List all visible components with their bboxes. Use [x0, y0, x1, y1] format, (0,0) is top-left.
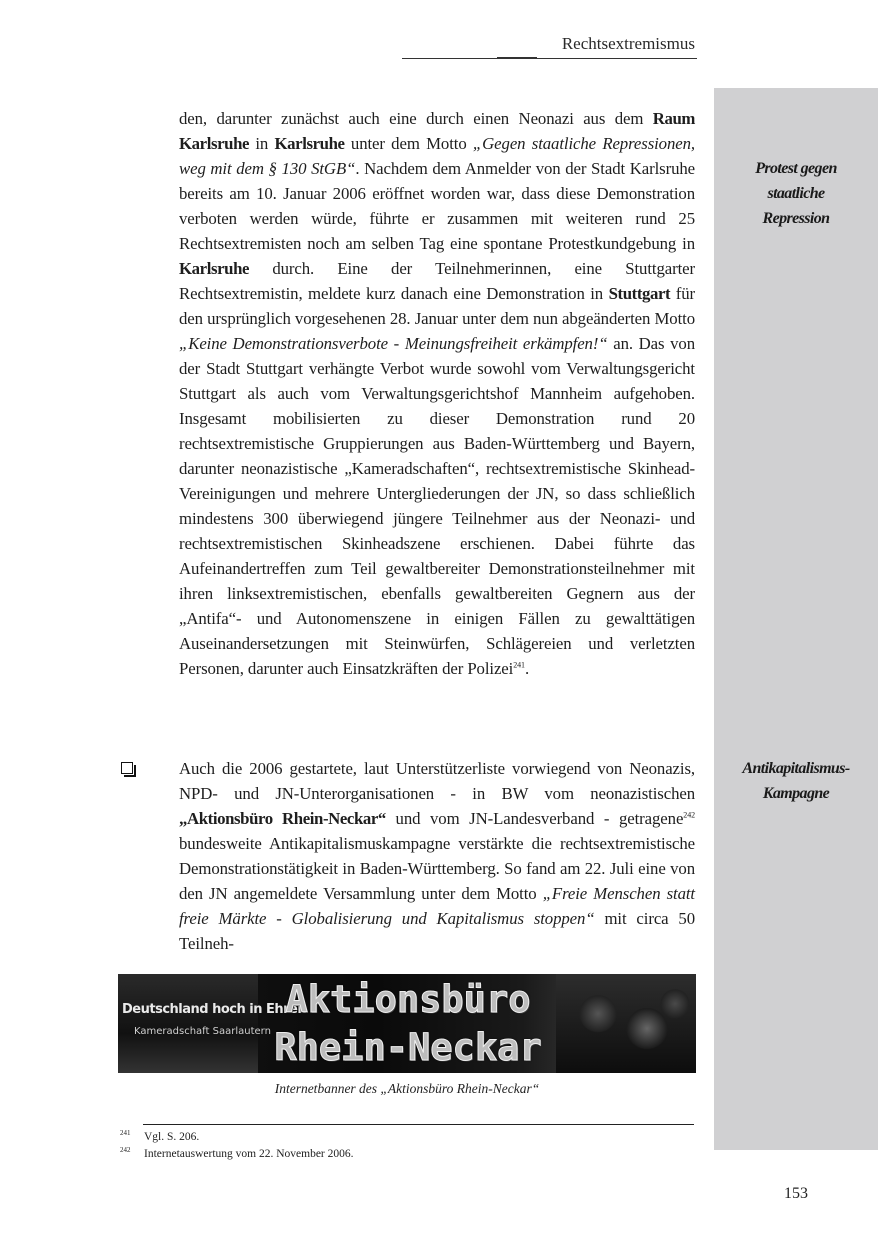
banner-slogan: Deutschland hoch in Ehren: [122, 1002, 307, 1017]
page-number: 153: [784, 1185, 808, 1202]
text-run: an. Das von der Stadt Stuttgart verhängte Verbot wurde sowohl vom Verwaltungsgericht Stuttgart als auch vom Verwaltungsgerichtshof Mannheim aufgehoben. Insgesamt mobilisierten zu dieser Demonstration rund 20 rechtsextremistische Gruppierungen aus Baden-Württemberg und Bayern, darunter neonazistische „Kameradschaften“, rechtsextremistische Skinhead-Vereinigungen und mehrere Untergliederungen der JN, so dass schließlich mindestens 300 überwiegend jüngere Teilnehmer aus der Neonazi- und rechtsextremistischen Skinheadszene erschienen. Dabei führte das Aufeinandertreffen zum Teil gewaltbereiter Demonstrationsteilnehmer mit ihren linksextremistischen, ebenfalls gewaltbereiten Gegnern aus der „Antifa“- und Autonomenszene in einigen Fällen zu gewalttätigen Auseinandersetzungen mit Steinwürfen, Schlägereien und verletzten Personen, darunter auch Einsatzkräften der Polizei: [179, 334, 695, 678]
internet-banner-image: [118, 974, 696, 1073]
text-run: . Nachdem dem Anmelder von der Stadt Karlsruhe bereits am 10. Januar 2006 eröffnet worden war, dass diese Demonstration verboten werden würde, führte er zusammen mit weiteren rund 25 Rechtsextremisten noch am selben Tag eine spontane Protestkundgebung in: [179, 159, 695, 253]
paragraph-antikapitalismus: [179, 756, 695, 956]
motto-quote: „Keine Demonstrationsverbote - Meinungsfreiheit erkämpfen!“: [179, 334, 608, 353]
text-run: und vom JN-Landesverband - getragene: [385, 809, 684, 828]
text-run: bundesweite Antikapitalismuskampagne verstärkte die rechtsextremistische Demonstrationstätigkeit in Baden-Württemberg. So fand am 22. Juli eine von den JN angemeldete Versammlung unter dem Motto: [179, 834, 695, 903]
banner-left-panel: [118, 974, 258, 1073]
motto-quote: „Freie Menschen statt freie Märkte - Globalisierung und Kapitalismus stoppen“: [179, 884, 695, 928]
text-run: in: [249, 134, 275, 153]
keyword: Stuttgart: [608, 284, 671, 303]
checkbox-bullet-icon: [121, 762, 133, 774]
banner-title-line2: Rhein-Neckar: [274, 1026, 542, 1069]
footnote-number: 242: [120, 1146, 131, 1154]
keyword: Raum Karlsruhe: [179, 109, 695, 153]
footnote-text: Internetauswertung vom 22. November 2006.: [144, 1148, 354, 1160]
margin-note-antikapitalismus: Antikapitalismus-Kampagne: [742, 760, 850, 802]
footnote-rule: [143, 1124, 694, 1125]
margin-sidebar: [714, 88, 878, 1150]
margin-note-protest: Protest gegen staatliche Repression: [755, 160, 837, 227]
keyword: Karlsruhe: [274, 134, 345, 153]
banner-title-line1: Aktionsbüro: [285, 978, 531, 1021]
banner-subslogan: Kameradschaft Saarlautern: [134, 1026, 271, 1037]
motto-quote: „Gegen staatliche Repressionen, weg mit dem § 130 StGB“: [179, 134, 695, 178]
keyword: „Aktionsbüro Rhein-Neckar“: [179, 809, 386, 828]
header-rule: [402, 58, 697, 59]
text-run: für den ursprünglich vorgesehenen 28. Januar unter dem nun abgeänderten Motto: [179, 284, 695, 328]
banner-crowd-photo: [556, 974, 696, 1073]
text-run: .: [524, 659, 530, 678]
footnote-text: Vgl. S. 206.: [144, 1131, 200, 1143]
text-run: durch. Eine der Teilnehmerinnen, eine Stuttgarter Rechtsextremistin, meldete kurz danach eine Demonstration in: [179, 259, 695, 303]
text-run: mit circa 50 Teilneh-: [179, 909, 695, 953]
footnote-ref[interactable]: 241: [513, 660, 525, 670]
text-run: unter dem Motto: [344, 134, 473, 153]
keyword: Karlsruhe: [179, 259, 250, 278]
footnote-number: 241: [120, 1129, 131, 1137]
header-rule-accent: [497, 57, 537, 59]
paragraph-protest: [179, 106, 695, 681]
footnote-ref[interactable]: 242: [683, 810, 695, 820]
figure-caption: Internetbanner des „Aktionsbüro Rhein-Neckar“: [274, 1081, 540, 1096]
text-run: den, darunter zunächst auch eine durch einen Neonazi aus dem: [179, 109, 653, 128]
running-header-title: Rechtsextremismus: [561, 34, 695, 53]
text-run: Auch die 2006 gestartete, laut Unterstützerliste vorwiegend von Neonazis, NPD- und JN-Unterorganisationen - in BW vom neonazistischen: [179, 759, 695, 803]
